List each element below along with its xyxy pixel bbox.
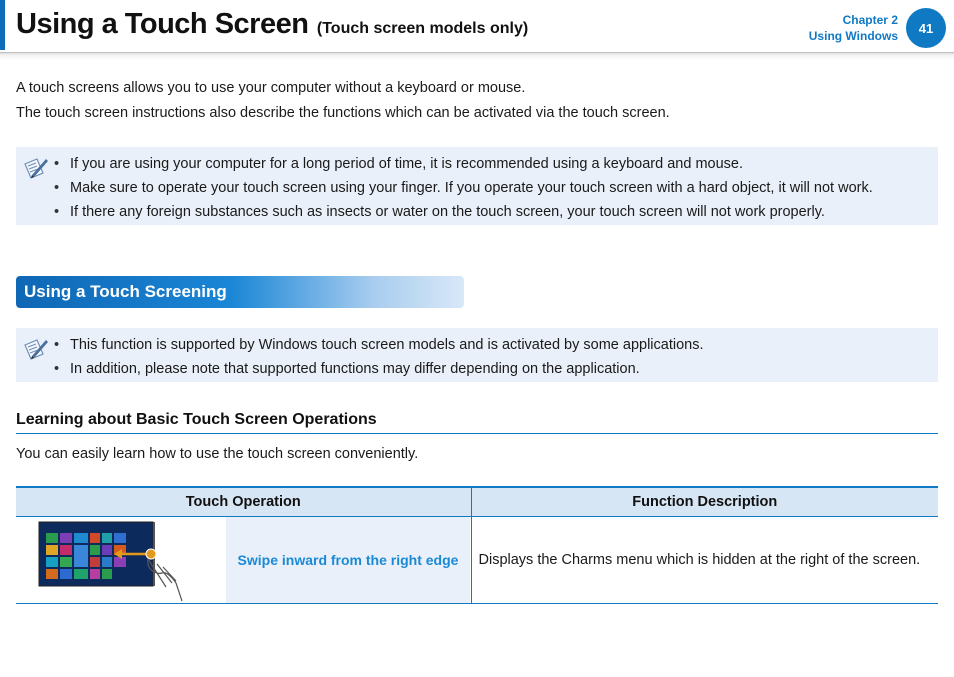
table-header-operation: Touch Operation bbox=[16, 487, 471, 516]
note2-item: • This function is supported by Windows touch screen models and is activated by some applications. bbox=[70, 333, 704, 357]
chapter-name: Using Windows bbox=[808, 29, 898, 43]
subsection-title: Learning about Basic Touch Screen Operations bbox=[16, 411, 377, 428]
chapter-info bbox=[809, 12, 898, 44]
operation-illustration-area bbox=[16, 517, 226, 603]
section-heading-bar bbox=[16, 276, 464, 308]
note-pencil-icon bbox=[22, 155, 50, 181]
title-subtitle: (Touch screen models only) bbox=[316, 20, 529, 37]
header-divider bbox=[0, 52, 954, 60]
page-title bbox=[16, 8, 528, 41]
note1-item: • Make sure to operate your touch screen using your finger. If you operate your touch screen with a hard object, it will not work. bbox=[70, 176, 873, 200]
section-heading: Using a Touch Screening bbox=[24, 282, 227, 301]
note2-item: • In addition, please note that supported functions may differ depending on the application. bbox=[70, 357, 704, 381]
operation-label: Swipe inward from the right edge bbox=[237, 551, 459, 568]
note-box-1 bbox=[16, 147, 938, 225]
note1-item: • If you are using your computer for a long period of time, it is recommended using a keyboard and mouse. bbox=[70, 152, 873, 176]
intro-paragraph-1: A touch screens allows you to use your computer without a keyboard or mouse. bbox=[16, 80, 526, 96]
operation-cell bbox=[16, 516, 471, 603]
header-accent-bar bbox=[0, 0, 5, 50]
operation-label-area bbox=[226, 517, 470, 603]
note-pencil-icon bbox=[22, 336, 50, 362]
note-box-2 bbox=[16, 328, 938, 382]
touch-operations-table bbox=[16, 486, 938, 604]
title-main: Using a Touch Screen bbox=[16, 8, 309, 40]
page-number-badge: 41 bbox=[906, 8, 946, 48]
subsection-divider bbox=[16, 433, 938, 434]
table-row bbox=[16, 516, 938, 603]
subsection-text: You can easily learn how to use the touch screen conveniently. bbox=[16, 446, 419, 462]
description-cell: Displays the Charms menu which is hidden at the right of the screen. bbox=[471, 516, 938, 603]
intro-paragraph-2: The touch screen instructions also describe the functions which can be activated via the touch screen. bbox=[16, 105, 670, 121]
note1-item: • If there any foreign substances such as insects or water on the touch screen, your touch screen will not work properly. bbox=[70, 200, 873, 224]
table-header-description: Function Description bbox=[471, 487, 938, 516]
chapter-label: Chapter 2 bbox=[842, 13, 898, 27]
swipe-from-right-edge-illustration bbox=[16, 517, 226, 603]
